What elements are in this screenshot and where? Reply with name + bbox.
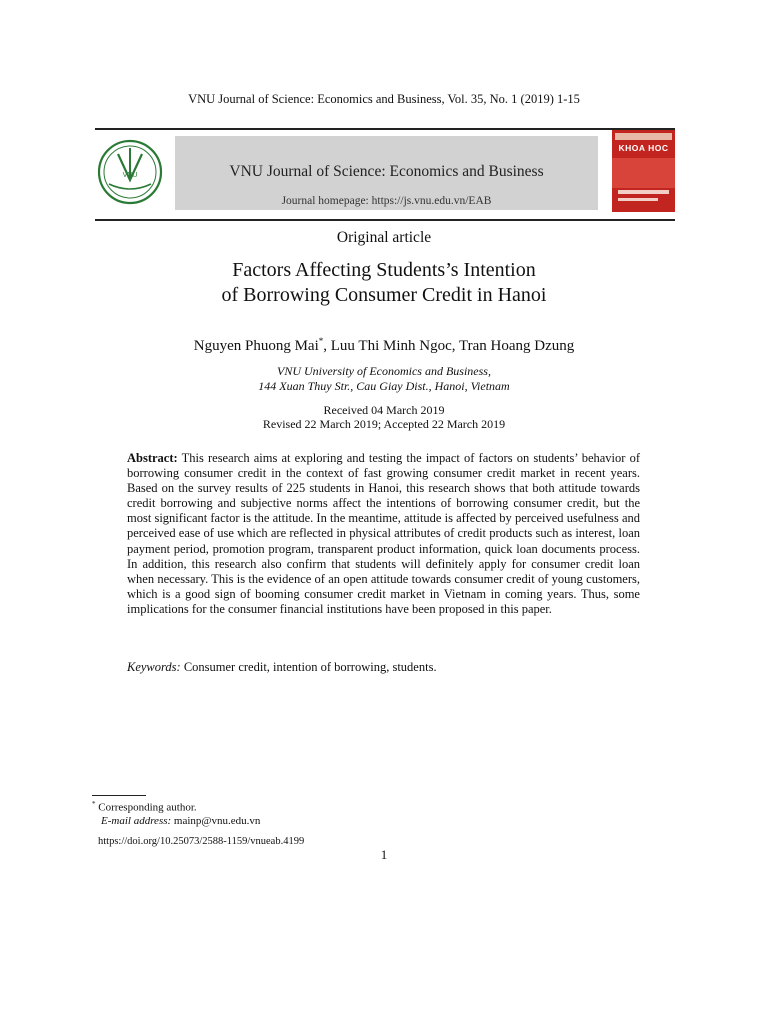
affiliation [0,364,768,394]
cover-line [618,198,658,201]
footnote-email [101,815,260,827]
banner-top-rule [95,128,675,130]
abstract-text: This research aims at exploring and testing the impact of factors on students’ behavior of borrowing consumer credit in the context of fast growing consumer credit market in recent years. Based on the survey results of 225 students in Hanoi, this research shows that both attitude towards credit borrowing and subjective norms affect the intentions of borrowing consumer credit, but the most significant factor is the attitude. In the meantime, attitude is affected by perceived usefulness and perceived ease of use which are reflected in physical attributes of credit products such as interest, loan payment period, promotion program, transparent product information, quick loan documents process. In addition, this research also confirm that students will definitely apply for consumer credit loan when necessary. This is the evidence of an open attitude towards consumer credit of young customers, which is a good sign of booming consumer credit market in Vietnam in coming years. Thus, some implications for the consumer financial institutions have been proposed in this paper. [127,451,640,616]
email-label: E-mail address: [101,815,172,827]
keywords-text: Consumer credit, intention of borrowing, students. [180,660,437,674]
journal-cover-image [612,130,675,212]
article-dates [0,403,768,431]
footnote-corresponding [92,800,197,814]
paper-title-line-1: Factors Affecting Students’s Intention [232,259,536,281]
svg-text:VNU: VNU [122,172,138,179]
affiliation-line-1: VNU University of Economics and Business, [277,364,491,378]
abstract [127,451,640,617]
revised-accepted-date: Revised 22 March 2019; Accepted 22 March 2019 [262,417,506,431]
email-address: mainp@vnu.edu.vn [171,815,261,827]
cover-band [612,158,675,188]
cover-line [618,190,669,194]
abstract-label: Abstract: [127,451,178,465]
affiliation-line-2: 144 Xuan Thuy Str., Cau Giay Dist., Hanoi, Vietnam [258,379,510,393]
authors [0,336,768,355]
doi-link[interactable]: https://doi.org/10.25073/2588-1159/vnueab.4199 [98,836,305,847]
vnu-logo-icon [95,134,165,210]
footnote-corresponding-text: Corresponding author. [95,801,197,814]
keywords-label: Keywords: [127,660,181,674]
journal-name: VNU Journal of Science: Economics and Business [229,163,544,180]
article-type: Original article [336,229,432,246]
cover-header-strip [615,133,672,140]
first-author: Nguyen Phuong Mai [193,338,319,354]
vnu-logo [95,134,165,210]
received-date: Received 04 March 2019 [323,403,445,417]
journal-homepage: Journal homepage: https://js.vnu.edu.vn/EAB [281,195,492,207]
paper-title [0,258,768,308]
running-head: VNU Journal of Science: Economics and Business, Vol. 35, No. 1 (2019) 1-15 [188,92,580,106]
footnote-mark: * [92,800,96,808]
page-number: 1 [380,847,388,862]
keywords [127,660,640,675]
cover-title: KHOA HOC [618,143,669,153]
footnote-rule [92,795,146,796]
banner-bottom-rule [95,219,675,221]
paper-title-line-2: of Borrowing Consumer Credit in Hanoi [221,284,547,306]
corresponding-mark: * [318,336,324,346]
other-authors: , Luu Thi Minh Ngoc, Tran Hoang Dzung [323,338,575,354]
